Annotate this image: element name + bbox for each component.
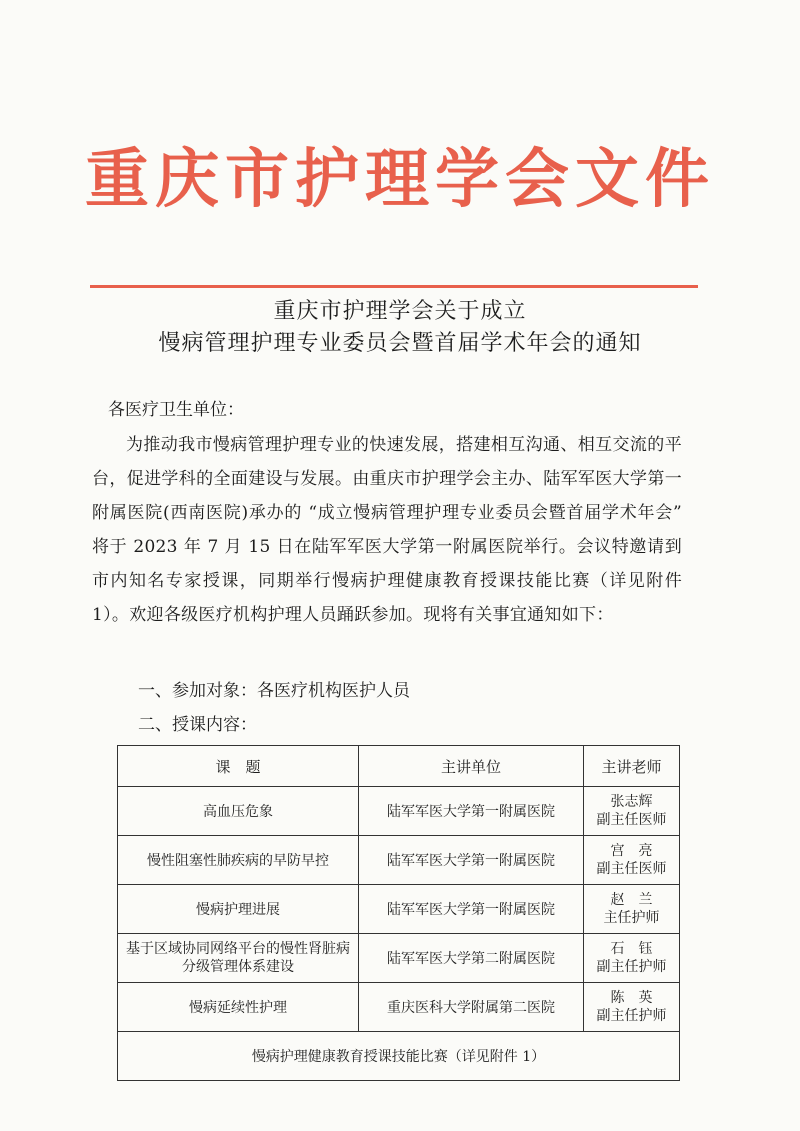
header-teacher: 主讲老师 — [584, 746, 680, 787]
course-table — [117, 745, 680, 1081]
row-unit: 陆军军医大学第二附属医院 — [359, 934, 584, 983]
teacher-name: 石 钰 — [610, 941, 653, 957]
table-row — [118, 787, 680, 836]
row-topic: 慢性阻塞性肺疾病的早防早控 — [118, 836, 359, 885]
row-teacher — [584, 885, 680, 934]
document-header-title: 重庆市护理学会文件 — [85, 143, 715, 217]
table-row — [118, 885, 680, 934]
teacher-name: 赵 兰 — [610, 892, 653, 908]
table-footer-row — [118, 1032, 680, 1081]
teacher-title: 副主任护师 — [596, 959, 667, 975]
table-row — [118, 836, 680, 885]
teacher-name: 宫 亮 — [610, 843, 653, 859]
row-teacher — [584, 836, 680, 885]
header-divider-line — [90, 285, 698, 288]
teacher-title: 主任护师 — [603, 910, 660, 926]
salutation: 各医疗卫生单位： — [108, 400, 244, 420]
notice-title-line1: 重庆市护理学会关于成立 — [273, 299, 527, 324]
row-unit: 重庆医科大学附属第二医院 — [359, 983, 584, 1032]
row-topic: 高血压危象 — [118, 787, 359, 836]
body-paragraph: 为推动我市慢病管理护理专业的快速发展，搭建相互沟通、相互交流的平台，促进学科的全面建设与发展。由重庆市护理学会主办、陆军军医大学第一附属医院(西南医院)承办的 “成立慢病管理护理专业委员会暨首届学术年会” 将于 2023 年 7 月 15 日在陆军军医大学第一附属医院举行。会议特邀请到市内知名专家授课，同期举行慢病护理健康教育授课技能比赛（详见附件 1）。欢迎各级医疗机构护理人员踊跃参加。现将有关事宜通知如下： — [92, 435, 682, 625]
header-unit: 主讲单位 — [359, 746, 584, 787]
teacher-title: 副主任护师 — [596, 1008, 667, 1024]
notice-title-line2: 慢病管理护理专业委员会暨首届学术年会的通知 — [158, 331, 642, 356]
row-teacher — [584, 983, 680, 1032]
section-participants-label: 一、参加对象： — [138, 681, 257, 701]
section-participants — [138, 676, 410, 701]
row-topic: 慢病护理进展 — [118, 885, 359, 934]
row-topic: 基于区域协同网络平台的慢性肾脏病分级管理体系建设 — [118, 934, 359, 983]
teacher-name: 陈 英 — [610, 990, 653, 1006]
teacher-title: 副主任医师 — [596, 812, 667, 828]
table-row — [118, 934, 680, 983]
table-header-row — [118, 746, 680, 787]
teacher-name: 张志辉 — [610, 794, 653, 810]
row-topic: 慢病延续性护理 — [118, 983, 359, 1032]
section-course-content: 二、授课内容： — [138, 715, 257, 735]
row-teacher — [584, 787, 680, 836]
row-unit: 陆军军医大学第一附属医院 — [359, 885, 584, 934]
header-topic: 课 题 — [118, 746, 359, 787]
table-row — [118, 983, 680, 1032]
competition-note: 慢病护理健康教育授课技能比赛（详见附件 1） — [118, 1032, 680, 1081]
section-participants-value: 各医疗机构医护人员 — [257, 681, 410, 701]
row-unit: 陆军军医大学第一附属医院 — [359, 787, 584, 836]
teacher-title: 副主任医师 — [596, 861, 667, 877]
row-teacher — [584, 934, 680, 983]
row-unit: 陆军军医大学第一附属医院 — [359, 836, 584, 885]
